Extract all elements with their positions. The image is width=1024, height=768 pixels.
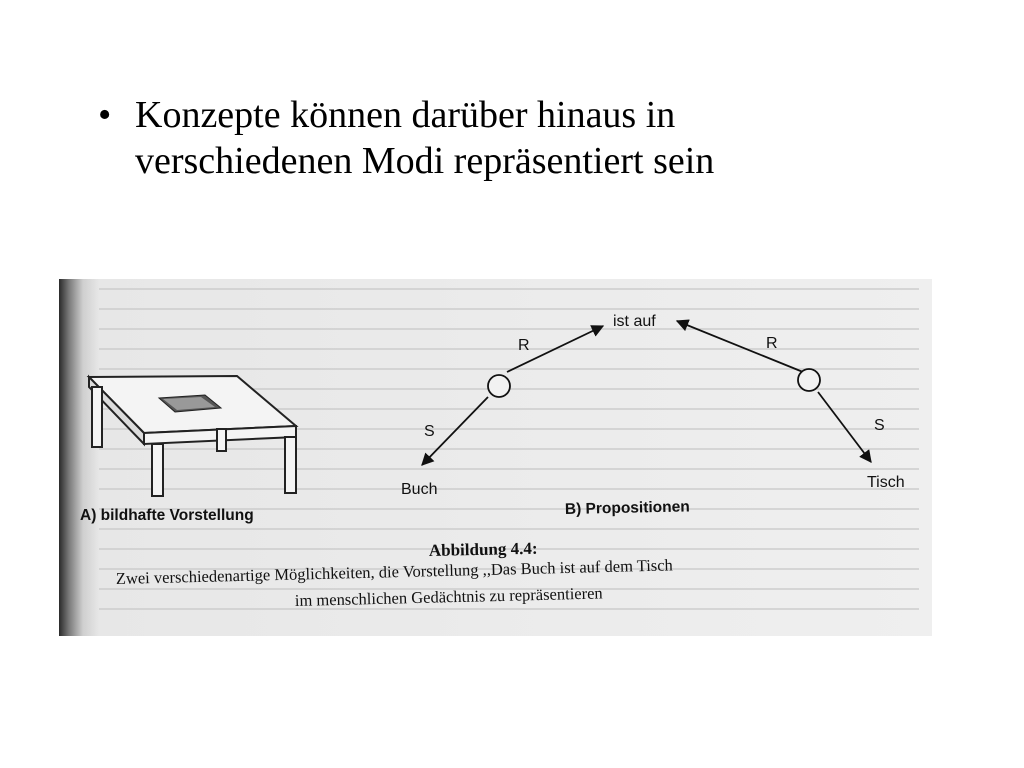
caption-line-1: Zwei verschiedenartige Möglichkeiten, die Vorstellung ,,Das Buch ist auf dem Tisch: [115, 555, 674, 588]
caption-line-2: im menschlichen Gedächtnis zu repräsentieren: [294, 583, 603, 610]
proposition-network: [422, 321, 871, 465]
bullet-line-2: verschiedenen Modi repräsentiert sein: [135, 140, 715, 182]
figure-drawing: [59, 279, 932, 636]
scanned-figure: [59, 279, 932, 636]
bullet-line-1: Konzepte können darüber hinaus in: [135, 94, 676, 136]
edge-label-s-right: S: [874, 417, 885, 434]
node-buch: Buch: [401, 481, 438, 498]
label-propositionen: B) Propositionen: [564, 498, 690, 518]
label-bildhafte-vorstellung: A) bildhafte Vorstellung: [80, 507, 254, 524]
node-tisch: Tisch: [867, 474, 905, 491]
edge-label-r-right: R: [766, 335, 778, 352]
bullet-text: [135, 92, 915, 184]
edge-label-r-left: R: [518, 337, 530, 354]
table-illustration: [89, 376, 296, 496]
node-ist-auf: ist auf: [613, 313, 656, 330]
edge-label-s-left: S: [424, 423, 435, 440]
bullet-symbol: •: [98, 94, 112, 136]
caption-title: Abbildung 4.4:: [428, 538, 538, 560]
